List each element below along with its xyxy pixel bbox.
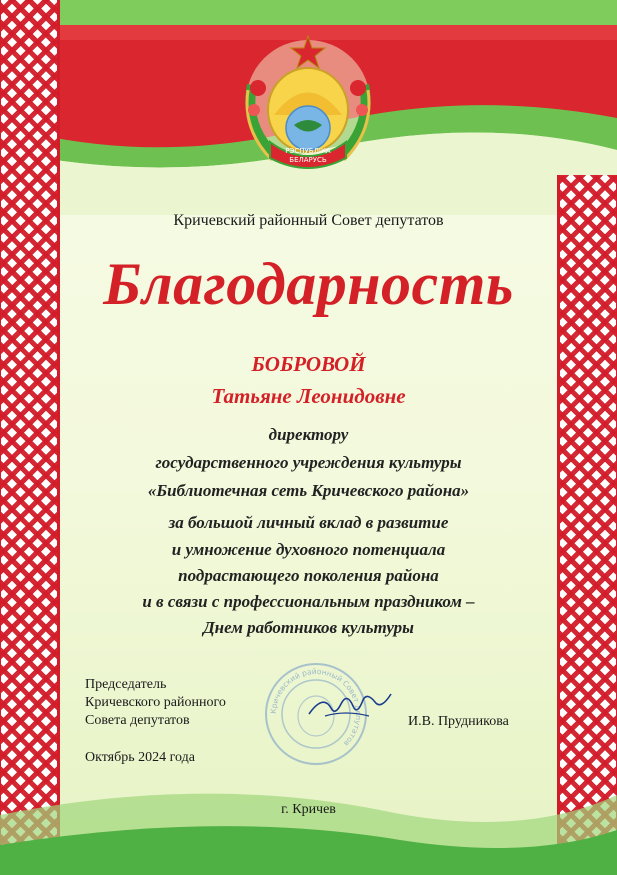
position-line: «Библиотечная сеть Кричевского района» xyxy=(147,481,470,500)
issue-date: Октябрь 2024 года xyxy=(85,750,195,765)
signer-title-line: Кричевского районного xyxy=(85,695,226,710)
signer-title-line: Совета депутатов xyxy=(85,713,190,728)
belarus-emblem xyxy=(234,30,382,170)
reason-line: Днем работников культуры xyxy=(203,618,414,637)
position-line: директору xyxy=(268,425,349,444)
emblem-ribbon-text-1: РЭСПУБЛІКА xyxy=(285,147,331,155)
signer-title-line: Председатель xyxy=(85,677,167,692)
emblem-ribbon-text-2: БЕЛАРУСЬ xyxy=(289,156,327,164)
reason-line: подрастающего поколения района xyxy=(178,566,439,585)
reason-line: и умножение духовного потенциала xyxy=(171,540,446,559)
issue-city: г. Кричев xyxy=(281,802,336,817)
recipient-surname: БОБРОВОЙ xyxy=(251,352,366,376)
handwritten-signature xyxy=(305,686,395,726)
recipient-name: Татьяне Леонидовне xyxy=(211,384,406,408)
signer-name: И.В. Прудникова xyxy=(408,714,509,729)
certificate-title: Благодарность xyxy=(103,251,514,317)
issuing-council: Кричевский районный Совет депутатов xyxy=(173,212,444,229)
position-line: государственного учреждения культуры xyxy=(155,453,462,472)
signature-block xyxy=(85,676,285,730)
reason-line: и в связи с профессиональным праздником – xyxy=(142,592,475,611)
svg-text:Кричевский районный Совет депу: Кричевский районный Совет депутатов xyxy=(268,666,364,749)
reason-line: за большой личный вклад в развитие xyxy=(168,513,449,532)
